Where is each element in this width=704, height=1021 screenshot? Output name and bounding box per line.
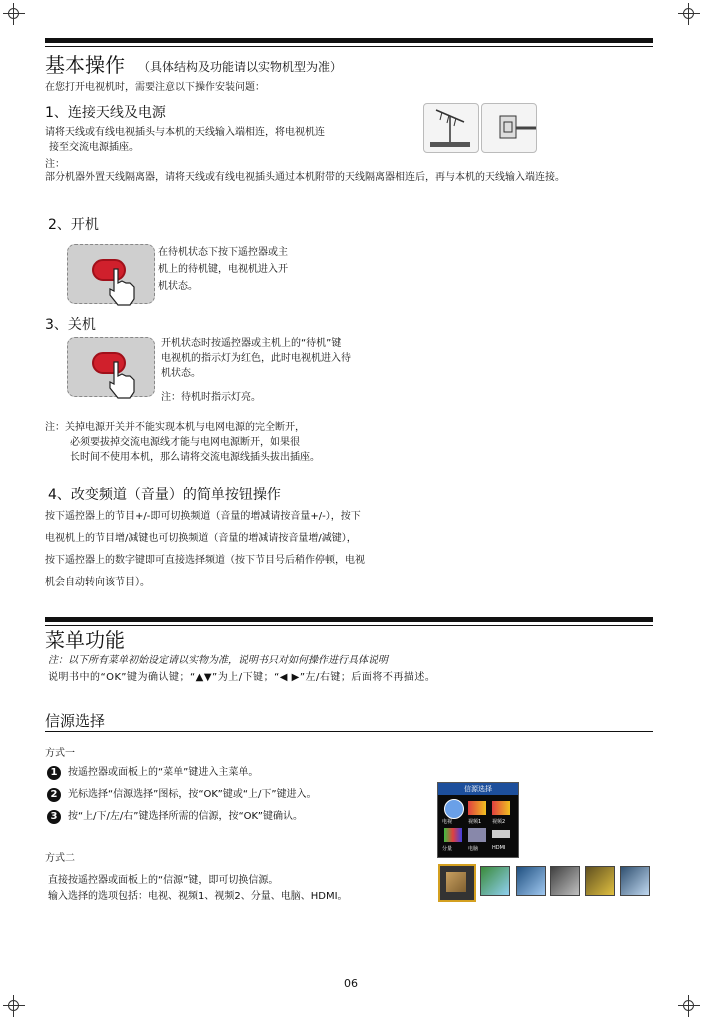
- section-bar: [45, 617, 653, 622]
- hand-pointer-icon: [106, 360, 138, 400]
- intro-text: 在您打开电视机时，需要注意以下操作安装问题：: [45, 82, 265, 93]
- source-menu-screenshot: [437, 782, 519, 858]
- step-text: 光标选择“信源选择”图标，按“OK”键或“上/下”键进入。: [68, 789, 317, 800]
- step-number: 3: [47, 810, 61, 824]
- channel-text: 按下遥控器上的数字键即可直接选择频道（按下节目号后稍作停顿，电视: [45, 555, 365, 566]
- menu-note: 注：以下所有菜单初始设定请以实物为准，说明书只对如何操作进行具体说明: [48, 655, 388, 666]
- video2-icon: [492, 801, 510, 815]
- step-text: 按遥控器或面板上的“菜单”键进入主菜单。: [68, 767, 259, 778]
- antenna-socket-image: [481, 103, 537, 153]
- poweron-heading: 2、开机: [48, 217, 99, 233]
- method2-text: 输入选择的选项包括：电视、视频1、视频2、分量、电脑、HDMI。: [48, 891, 348, 902]
- crop-mark: [3, 995, 25, 1017]
- crop-mark: [678, 3, 700, 25]
- antenna-text: 接至交流电源插座。: [49, 142, 139, 153]
- poweroff-text: 电视机的指示灯为红色，此时电视机进入待: [161, 353, 351, 364]
- method-label: 方式一: [45, 748, 75, 759]
- setup-menu-icon: [585, 866, 615, 896]
- menu-item-label: 视频1: [468, 819, 482, 825]
- page-number: 06: [344, 977, 358, 990]
- antenna-icon: [424, 104, 478, 152]
- crop-mark: [678, 995, 700, 1017]
- search-menu-icon: [620, 866, 650, 896]
- channel-text: 电视机上的节目增/减键也可切换频道（音量的增减请按音量增/减键），: [45, 533, 357, 544]
- hand-pointer-icon: [106, 267, 138, 307]
- unplug-note: 必须要拔掉交流电源线才能与电网电源断开，如果很: [70, 437, 300, 448]
- source-menu-icon: [438, 864, 476, 902]
- section-bar: [45, 38, 653, 43]
- method2-text: 直接按遥控器或面板上的“信源”键，即可切换信源。: [48, 875, 279, 886]
- menu-item-label: 电脑: [468, 846, 479, 852]
- power-button-illustration: [67, 337, 155, 397]
- section-bar-thin: [45, 625, 653, 626]
- picture-menu-icon: [480, 866, 510, 896]
- unplug-note: 长时间不使用本机，那么请将交流电源线插头拔出插座。: [70, 452, 320, 463]
- poweroff-text: 机状态。: [161, 368, 201, 379]
- menu-item-label: 电视: [442, 819, 453, 825]
- heading-underline: [45, 731, 653, 732]
- section-subtitle: （具体结构及功能请以实物机型为准）: [138, 60, 343, 74]
- hdmi-icon: [492, 830, 510, 838]
- screen-menu-icon: [516, 866, 546, 896]
- channel-text: 按下遥控器上的节目+/-即可切换频道（音量的增减请按音量+/-），按下: [45, 511, 361, 522]
- poweron-text: 机上的待机键，电视机进入开: [158, 264, 288, 275]
- channel-heading: 4、改变频道（音量）的简单按钮操作: [48, 487, 281, 503]
- section-title: 基本操作: [45, 53, 125, 77]
- power-button-illustration: [67, 244, 155, 304]
- source-heading: 信源选择: [45, 712, 106, 730]
- crop-mark: [3, 3, 25, 25]
- video1-icon: [468, 801, 486, 815]
- note-text: 部分机器外置天线隔离器，请将天线或有线电视插头通过本机附带的天线隔离器相连后，再与本机的天线输入端连接。: [45, 172, 565, 183]
- antenna-text: 请将天线或有线电视插头与本机的天线输入端相连，将电视机连: [45, 127, 325, 138]
- poweron-text: 机状态。: [158, 281, 198, 292]
- channel-text: 机会自动转向该节目）。: [45, 577, 150, 588]
- tv-source-icon: [444, 799, 464, 819]
- poweron-text: 在待机状态下按下遥控器或主: [158, 247, 288, 258]
- section-bar-thin: [45, 46, 653, 47]
- step-number: 1: [47, 766, 61, 780]
- step-number: 2: [47, 788, 61, 802]
- antenna-plug-image: [423, 103, 479, 153]
- pc-icon: [468, 828, 486, 842]
- menu-item-label: HDMI: [492, 845, 506, 851]
- step-text: 按“上/下/左/右”键选择所需的信源，按“OK”键确认。: [68, 811, 303, 822]
- section-title: 菜单功能: [45, 628, 125, 652]
- unplug-note: 注：关掉电源开关并不能实现本机与电网电源的完全断开，: [45, 422, 305, 433]
- source-selected-icon: [446, 872, 466, 892]
- component-icon: [444, 828, 462, 842]
- sound-menu-icon: [550, 866, 580, 896]
- poweroff-text: 开机状态时按遥控器或主机上的“待机”键: [161, 338, 342, 349]
- menu-item-label: 视频2: [492, 819, 506, 825]
- key-description: 说明书中的“OK”键为确认键；“▲▼”为上/下键；“◀ ▶”左/右键；后面将不再描述。: [48, 672, 436, 683]
- socket-icon: [482, 104, 536, 152]
- menu-item-label: 分量: [442, 846, 453, 852]
- poweroff-heading: 3、关机: [45, 317, 96, 333]
- antenna-heading: 1、连接天线及电源: [45, 105, 166, 121]
- note-label: 注：: [45, 159, 65, 170]
- method-label: 方式二: [45, 853, 75, 864]
- poweroff-note: 注：待机时指示灯亮。: [161, 392, 261, 403]
- menu-title: 信源选择: [438, 783, 518, 795]
